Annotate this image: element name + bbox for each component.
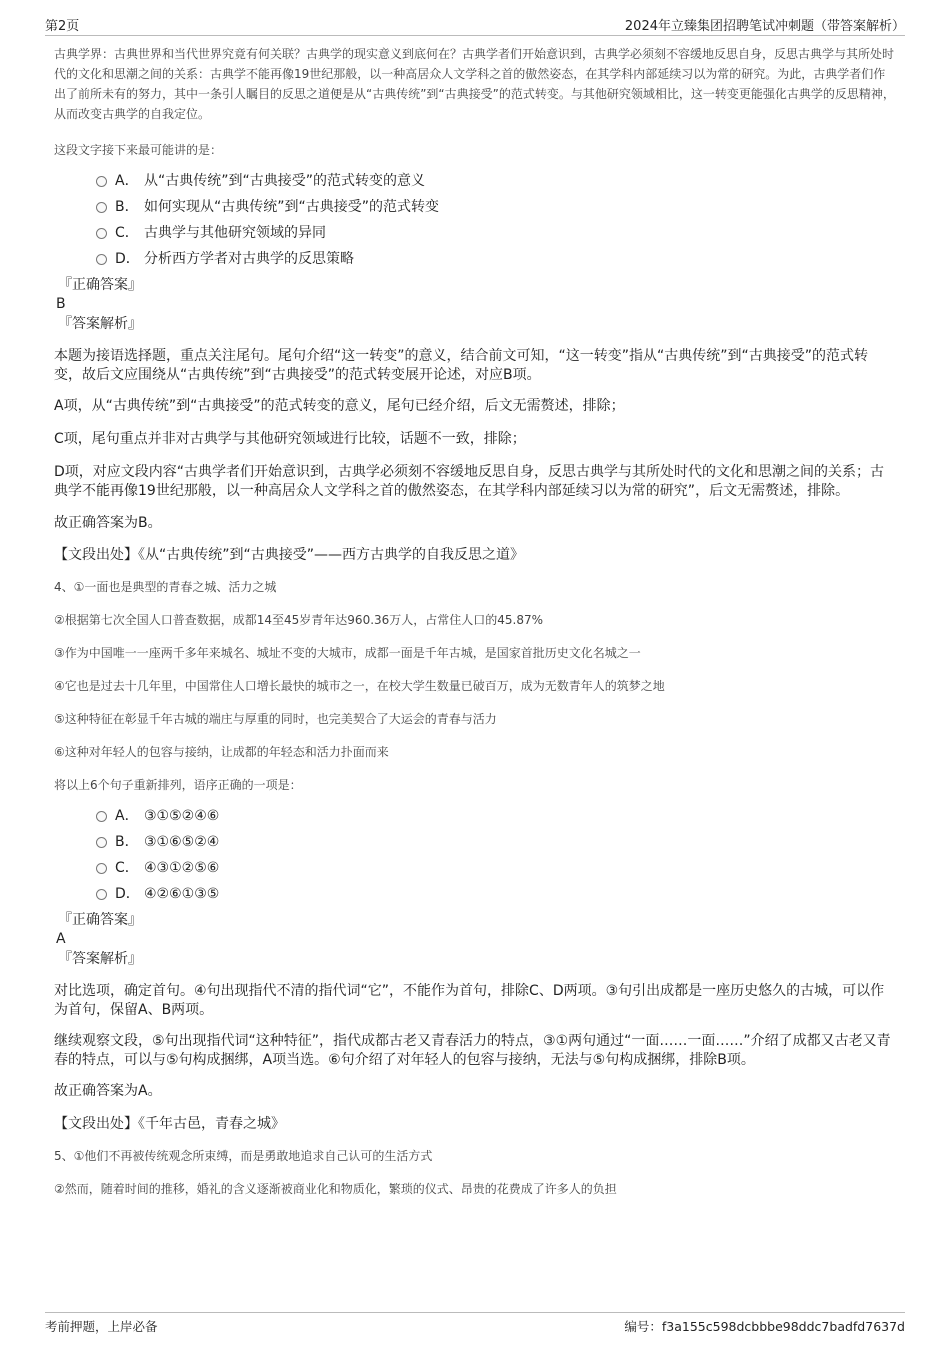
option-text: 分析西方学者对古典学的反思策略 xyxy=(144,251,354,267)
page-footer xyxy=(45,1312,905,1337)
document-id: 编号：f3a155c598dcbbbe98ddc7badfd7637d xyxy=(624,1319,905,1334)
q3-passage: 古典学界：古典世界和当代世界究竟有何关联？古典学的现实意义到底何在？古典学者们开始意识到，古典学必须刻不容缓地反思自身，反思古典学与其所处时代的文化和思潮之间的关系：古典学不能再像19世纪那般，以一种高居众人文学科之首的傲然姿态，在其学科内部延续习以为常的研究。为此，古典学者们作出了前所未有的努力，其中一条引人瞩目的反思之道便是从“古典传统”到“古典接受”的范式转变。与其他研究领域相比，这一转变更能强化古典学的反思精神，从而改变古典学的自我定位。 xyxy=(54,47,895,121)
option-letter: C． xyxy=(115,860,139,876)
option-letter: A． xyxy=(115,173,139,189)
option-letter: D． xyxy=(115,886,140,902)
q4-analysis-3: 故正确答案为A。 xyxy=(54,1083,162,1099)
option-text: ③①⑤②④⑥ xyxy=(144,808,220,824)
q3-analysis-4: D项，对应文段内容“古典学者们开始意识到，古典学必须刻不容缓地反思自身，反思古典学与其所处时代的文化和思潮之间的关系；古典学不能再像19世纪那般，以一种高居众人文学科之首的傲然姿态，在其学科内部延续习以为常的研究”，后文无需赘述，排除。 xyxy=(54,464,885,499)
q3-option-b[interactable] xyxy=(54,194,896,220)
footer-slogan: 考前押题，上岸必备 xyxy=(45,1319,158,1334)
q3-options xyxy=(54,168,896,272)
q5-sentence-2: ②然而，随着时间的推移，婚礼的含义逐渐被商业化和物质化，繁琐的仪式、昂贵的花费成了许多人的负担 xyxy=(54,1182,617,1196)
q4-source: 【文段出处】《千年古邑，青春之城》 xyxy=(54,1116,285,1132)
option-letter: B． xyxy=(115,199,139,215)
q4-answer: A xyxy=(56,931,66,947)
page-header xyxy=(45,13,905,36)
radio-icon[interactable] xyxy=(96,889,107,900)
q4-options xyxy=(54,803,896,907)
q3-analysis-label: 『答案解析』 xyxy=(58,316,142,332)
q3-analysis-3: C项，尾句重点并非对古典学与其他研究领域进行比较，话题不一致，排除； xyxy=(54,431,526,447)
q4-answer-label: 『正确答案』 xyxy=(58,912,142,928)
option-text: ③①⑥⑤②④ xyxy=(144,834,220,850)
option-letter: C． xyxy=(115,225,139,241)
radio-icon[interactable] xyxy=(96,811,107,822)
q3-analysis-1: 本题为接语选择题，重点关注尾句。尾句介绍“这一转变”的意义，结合前文可知，“这一转变”指从“古典传统”到“古典接受”的范式转变，故后文应围绕从“古典传统”到“古典接受”的范式转变展开论述，对应B项。 xyxy=(54,348,869,383)
option-text: 如何实现从“古典传统”到“古典接受”的范式转变 xyxy=(144,199,440,215)
q3-answer: B xyxy=(56,296,66,312)
q4-sentence-2: ②根据第七次全国人口普查数据，成都14至45岁青年达960.36万人，占常住人口的45.87% xyxy=(54,613,544,627)
q4-analysis-2: 继续观察文段，⑤句出现指代词“这种特征”，指代成都古老又青春活力的特点，③①两句通过“一面……一面……”介绍了成都又古老又青春的特点，可以与⑤句构成捆绑，A项当选。⑥句介绍了对年轻人的包容与接纳，无法与⑤句构成捆绑，排除B项。 xyxy=(54,1033,891,1068)
q3-analysis-5: 故正确答案为B。 xyxy=(54,515,162,531)
document-body xyxy=(54,44,896,1199)
radio-icon[interactable] xyxy=(96,837,107,848)
q3-source: 【文段出处】《从“古典传统”到“古典接受”——西方古典学的自我反思之道》 xyxy=(54,547,525,563)
q3-option-c[interactable] xyxy=(54,220,896,246)
q4-option-c[interactable] xyxy=(54,855,896,881)
q3-answer-label: 『正确答案』 xyxy=(58,277,142,293)
option-text: 古典学与其他研究领域的异同 xyxy=(144,225,326,241)
q4-option-a[interactable] xyxy=(54,803,896,829)
option-text: ④②⑥①③⑤ xyxy=(144,886,220,902)
q4-sentence-4: ④它也是过去十几年里，中国常住人口增长最快的城市之一，在校大学生数量已破百万，成为无数青年人的筑梦之地 xyxy=(54,679,665,693)
option-text: ④③①②⑤⑥ xyxy=(144,860,220,876)
q4-analysis-1: 对比选项，确定首句。④句出现指代不清的指代词“它”，不能作为首句，排除C、D两项。③句引出成都是一座历史悠久的古城，可以作为首句，保留A、B两项。 xyxy=(54,983,885,1018)
option-letter: A． xyxy=(115,808,139,824)
radio-icon[interactable] xyxy=(96,202,107,213)
q4-analysis-label: 『答案解析』 xyxy=(58,951,142,967)
option-text: 从“古典传统”到“古典接受”的范式转变的意义 xyxy=(144,173,426,189)
q4-sentence-1: 4、①一面也是典型的青春之城、活力之城 xyxy=(54,580,277,594)
q4-sentence-3: ③作为中国唯一一座两千多年来城名、城址不变的大城市，成都一面是千年古城，是国家首批历史文化名城之一 xyxy=(54,646,641,660)
document-title: 2024年立臻集团招聘笔试冲刺题（带答案解析） xyxy=(624,19,905,34)
q4-question: 将以上6个句子重新排列，语序正确的一项是： xyxy=(54,778,302,792)
page-number: 第2页 xyxy=(45,19,80,34)
q3-question: 这段文字接下来最可能讲的是： xyxy=(54,143,223,157)
radio-icon[interactable] xyxy=(96,254,107,265)
radio-icon[interactable] xyxy=(96,228,107,239)
q3-option-d[interactable] xyxy=(54,246,896,272)
q4-sentence-5: ⑤这种特征在彰显千年古城的端庄与厚重的同时，也完美契合了大运会的青春与活力 xyxy=(54,712,497,726)
option-letter: D． xyxy=(115,251,140,267)
q3-option-a[interactable] xyxy=(54,168,896,194)
radio-icon[interactable] xyxy=(96,863,107,874)
q4-option-d[interactable] xyxy=(54,881,896,907)
q5-sentence-1: 5、①他们不再被传统观念所束缚，而是勇敢地追求自己认可的生活方式 xyxy=(54,1149,433,1163)
q3-analysis-2: A项，从“古典传统”到“古典接受”的范式转变的意义，尾句已经介绍，后文无需赘述，排除； xyxy=(54,398,625,414)
q4-sentence-6: ⑥这种对年轻人的包容与接纳，让成都的年轻态和活力扑面而来 xyxy=(54,745,389,759)
q4-option-b[interactable] xyxy=(54,829,896,855)
option-letter: B． xyxy=(115,834,139,850)
radio-icon[interactable] xyxy=(96,176,107,187)
